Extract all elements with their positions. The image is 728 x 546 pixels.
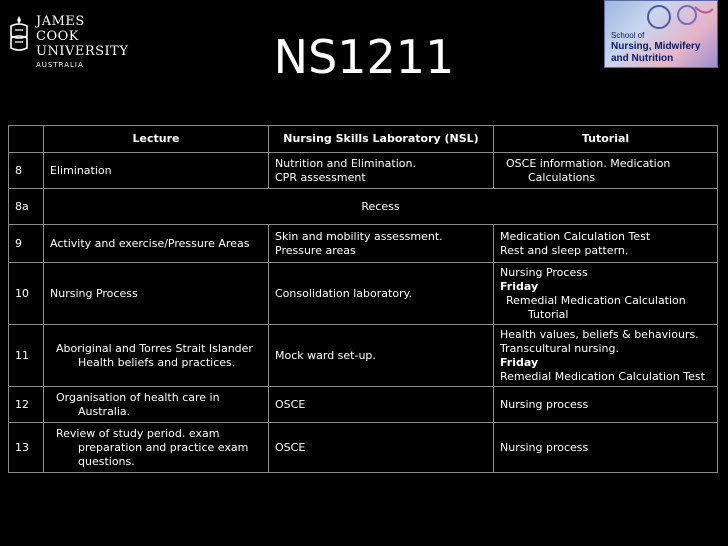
week-cell: 9 (9, 225, 44, 263)
nsl-line: Nutrition and Elimination. (275, 156, 416, 170)
school-logo-graphic-icon (645, 3, 717, 33)
lecture-cell (44, 423, 269, 473)
nsl-cell: Mock ward set-up. (269, 325, 494, 387)
nsl-cell (269, 225, 494, 263)
table-row (9, 423, 718, 473)
nsl-line: Pressure areas (275, 243, 356, 257)
jcu-logo-line1: JAMES COOK (36, 14, 85, 44)
lecture-line: Review of study period. exam preparation and practice exam questions. (56, 426, 249, 468)
lecture-cell (44, 325, 269, 387)
week-cell: 8 (9, 153, 44, 189)
week-cell: 13 (9, 423, 44, 473)
week-cell: 12 (9, 387, 44, 423)
jcu-logo-line3: AUSTRALIA (36, 61, 84, 69)
tutorial-line: Medication Calculation Test (500, 229, 651, 243)
recess-cell: Recess (44, 189, 718, 225)
tutorial-cell (494, 325, 718, 387)
nsl-line: Skin and mobility assessment. (275, 229, 443, 243)
tutorial-cell (494, 263, 718, 325)
school-logo-line3: and Nutrition (611, 53, 674, 64)
school-logo-line1: School of (611, 31, 645, 40)
table-row (9, 263, 718, 325)
week-cell: 11 (9, 325, 44, 387)
nsl-line: CPR assessment (275, 170, 366, 184)
tutorial-day-label: Friday (500, 355, 539, 369)
tutorial-line: Nursing Process (500, 265, 588, 279)
header-nsl: Nursing Skills Laboratory (NSL) (269, 126, 494, 153)
nsl-cell: Consolidation laboratory. (269, 263, 494, 325)
lecture-cell: Elimination (44, 153, 269, 189)
schedule-table (8, 125, 718, 473)
table-header-row (9, 126, 718, 153)
tutorial-line: Health values, beliefs & behaviours. (500, 327, 699, 341)
lecture-cell: Activity and exercise/Pressure Areas (44, 225, 269, 263)
page-title: NS1211 (273, 30, 455, 84)
lecture-cell (44, 387, 269, 423)
header-week (9, 126, 44, 153)
week-cell: 8a (9, 189, 44, 225)
nsl-cell: OSCE (269, 423, 494, 473)
tutorial-cell: Nursing process (494, 387, 718, 423)
tutorial-line: Remedial Medication Calculation Tutorial (506, 293, 686, 321)
lecture-cell: Nursing Process (44, 263, 269, 325)
tutorial-cell (494, 225, 718, 263)
tutorial-line: OSCE information. Medication Calculations (506, 156, 671, 184)
table-row (9, 325, 718, 387)
lecture-line: Aboriginal and Torres Strait Islander Health beliefs and practices. (56, 341, 253, 369)
header-tutorial: Tutorial (494, 126, 718, 153)
table-row (9, 189, 718, 225)
nsl-cell: OSCE (269, 387, 494, 423)
table-row (9, 225, 718, 263)
nsl-cell (269, 153, 494, 189)
table-row (9, 153, 718, 189)
tutorial-cell (494, 153, 718, 189)
school-logo-line2: Nursing, Midwifery (611, 41, 701, 52)
tutorial-cell: Nursing process (494, 423, 718, 473)
lecture-line: Organisation of health care in Australia. (56, 390, 220, 418)
tutorial-line: Rest and sleep pattern. (500, 243, 629, 257)
jcu-logo-line2: UNIVERSITY (36, 44, 129, 59)
header-lecture: Lecture (44, 126, 269, 153)
tutorial-day-label: Friday (500, 279, 539, 293)
tutorial-line: Remedial Medication Calculation Test (500, 369, 705, 383)
tutorial-line: Transcultural nursing. (500, 341, 619, 355)
week-cell: 10 (9, 263, 44, 325)
table-row (9, 387, 718, 423)
